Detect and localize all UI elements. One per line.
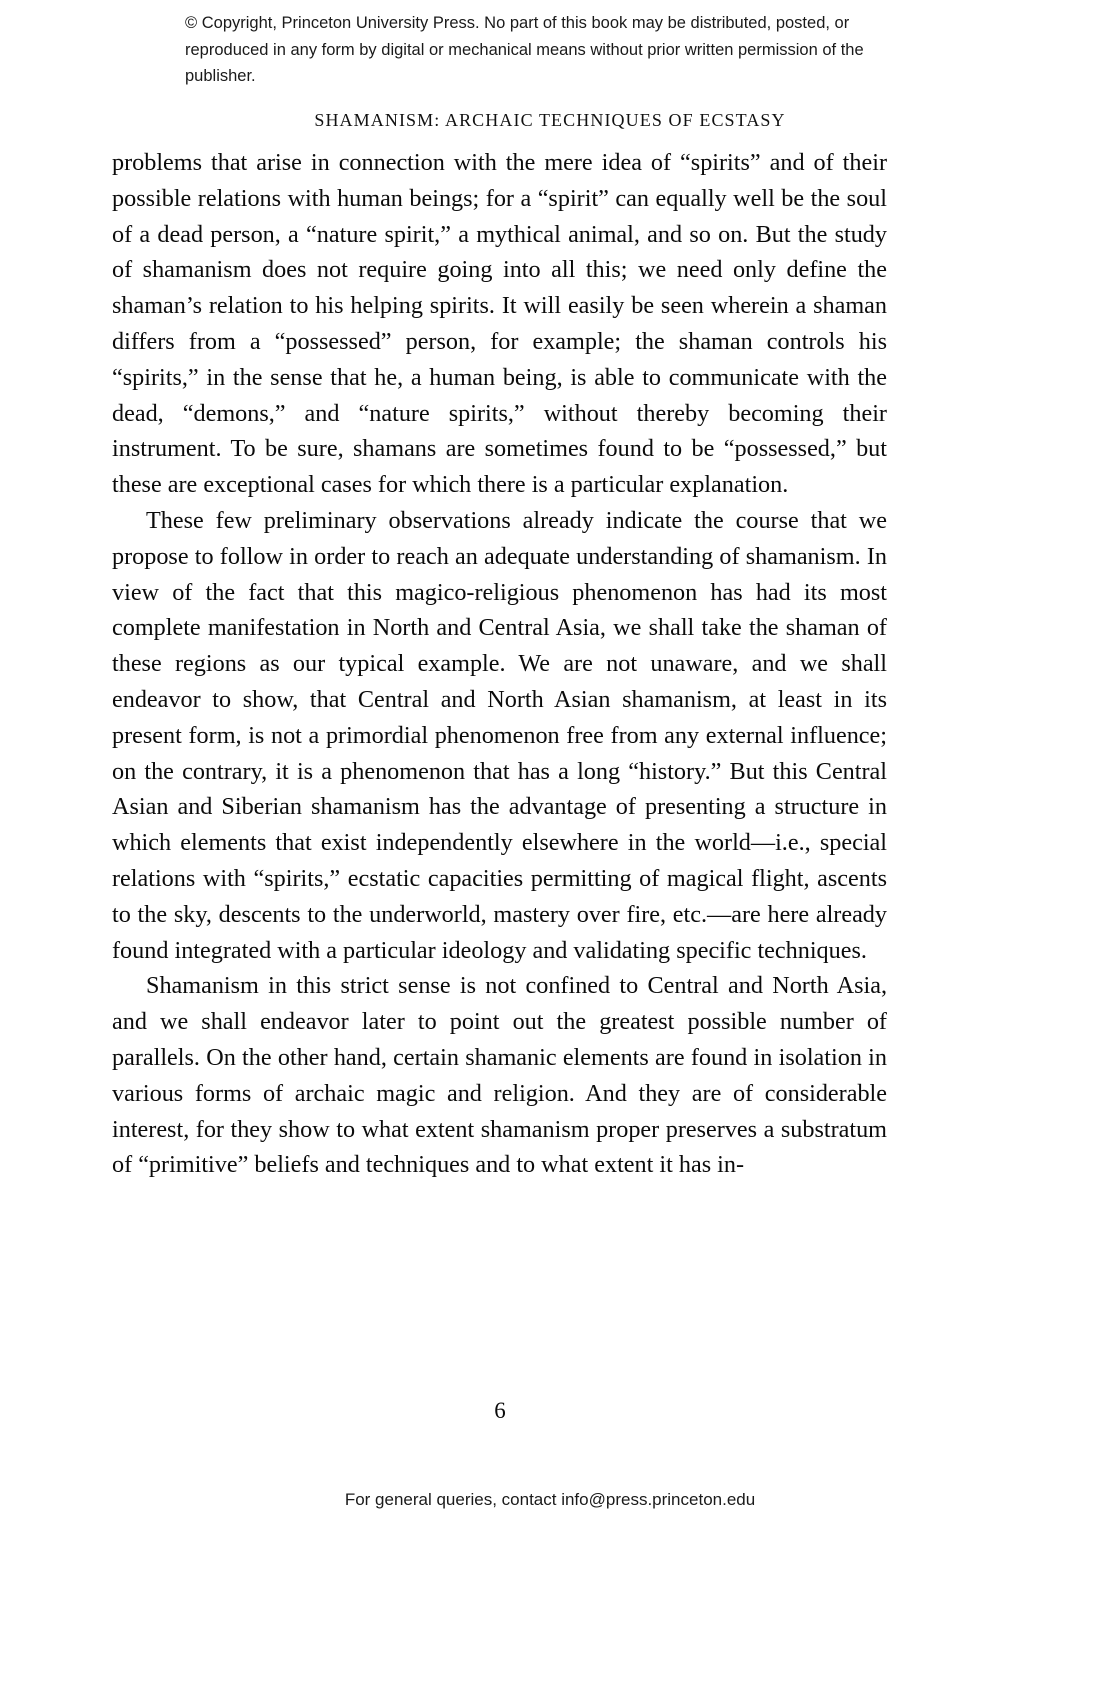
running-head: SHAMANISM: ARCHAIC TECHNIQUES OF ECSTASY bbox=[314, 110, 786, 130]
page-number: 6 bbox=[494, 1398, 506, 1423]
footer-queries: For general queries, contact info@press.princeton.edu bbox=[344, 1490, 756, 1509]
copyright-notice: © Copyright, Princeton University Press. No part of this book may be distributed, posted, or reproduced in any form by digital or mechanical means without prior written permission of the publisher. bbox=[185, 14, 864, 86]
paragraph: Shamanism in this strict sense is not confined to Central and North Asia, and we shall endeavor later to point out the greatest possible number of parallels. On the other hand, certain shamanic elements are found in isolation in various forms of archaic magic and religion. And they are of considerable interest, for they show to what extent shamanism proper preserves a substratum of “primitive” beliefs and techniques and to what extent it has in- bbox=[112, 972, 887, 1179]
body-text bbox=[112, 145, 887, 1183]
paragraph: problems that arise in connection with the mere idea of “spirits” and of their possible relations with human beings; for a “spirit” can equally well be the soul of a dead person, a “nature spirit,” a mythical animal, and so on. But the study of shamanism does not require going into all this; we need only define the shaman’s relation to his helping spirits. It will easily be seen wherein a shaman differs from a “possessed” person, for example; the shaman controls his “spirits,” in the sense that he, a human being, is able to communicate with the dead, “demons,” and “nature spirits,” without thereby becoming their instrument. To be sure, shamans are sometimes found to be “possessed,” but these are exceptional cases for which there is a particular explanation. bbox=[112, 149, 887, 499]
paragraph: These few preliminary observations already indicate the course that we propose to follow in order to reach an adequate understanding of shamanism. In view of the fact that this magico-religious phenomenon has had its most complete manifestation in North and Central Asia, we shall take the shaman of these regions as our typical example. We are not unaware, and we shall endeavor to show, that Central and North Asian shamanism, at least in its present form, is not a primordial phenomenon free from any external influence; on the contrary, it is a phenomenon that has a long “history.” But this Central Asian and Siberian shamanism has the advantage of presenting a structure in which elements that exist independently elsewhere in the world—i.e., special relations with “spirits,” ecstatic capacities permitting of magical flight, ascents to the sky, descents to the underworld, mastery over fire, etc.—are here already found integrated with a particular ideology and validating specific techniques. bbox=[112, 506, 887, 964]
